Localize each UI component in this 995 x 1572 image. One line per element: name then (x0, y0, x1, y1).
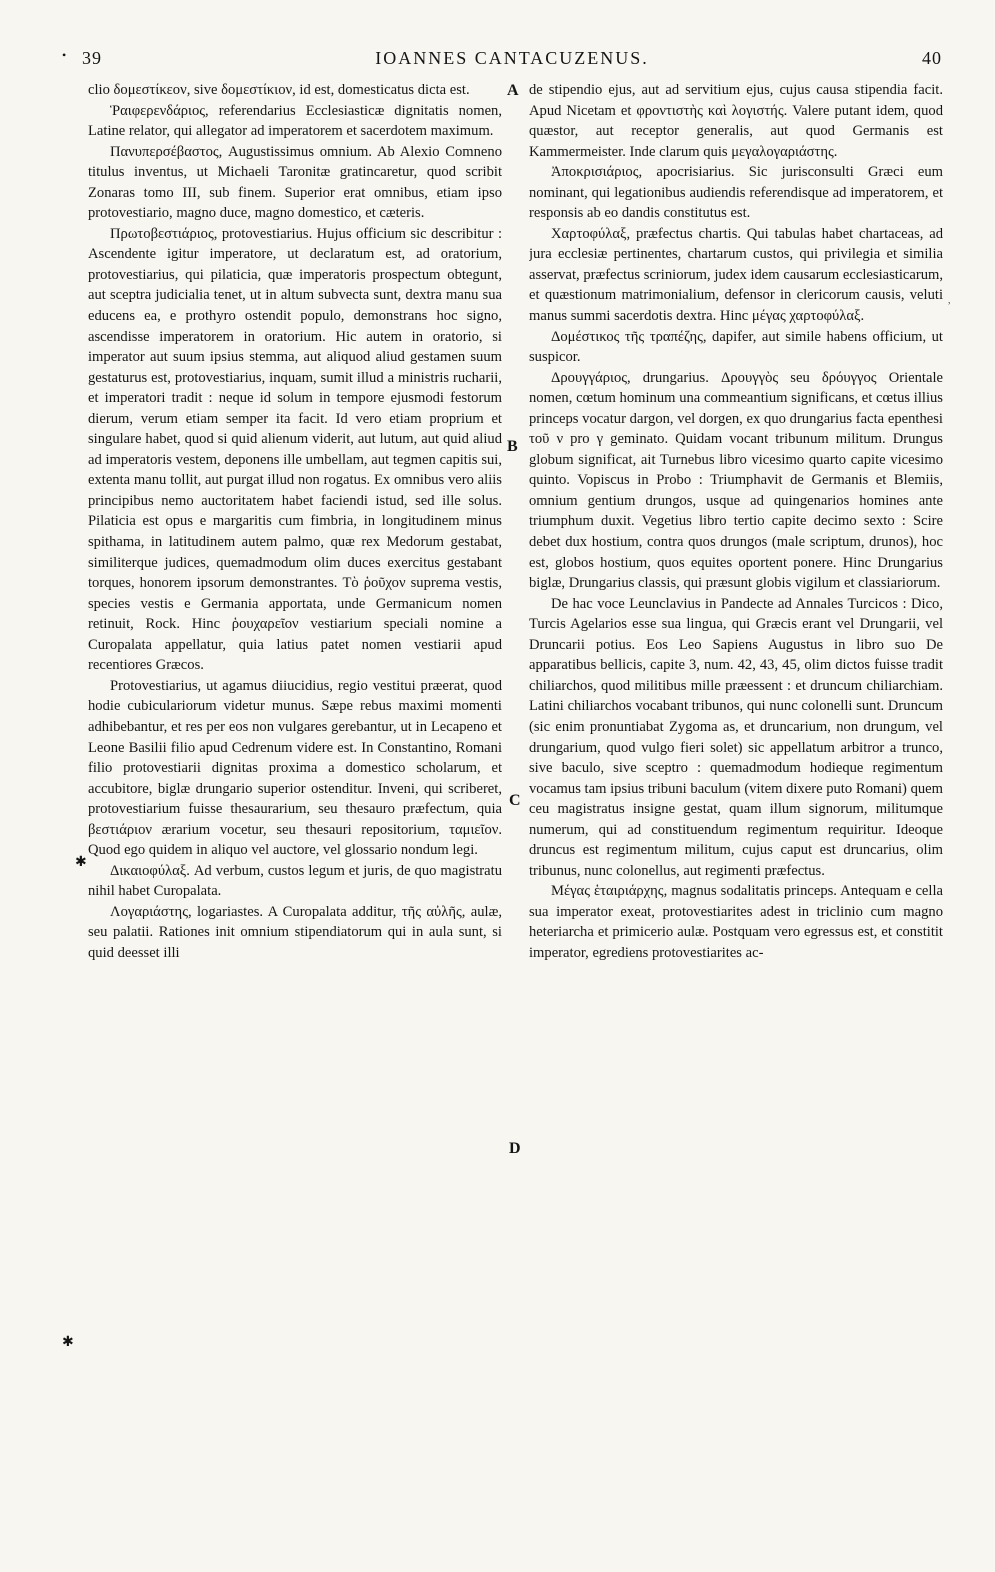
paragraph: Ῥαιφερενδάριος, referendarius Ecclesiasticæ dignitatis nomen, Latine relator, qui allegator ad imperatorem et sacerdotem maximum. (88, 102, 502, 140)
paragraph: de stipendio ejus, aut ad servitium ejus, cujus causa stipendia facit. Apud Nicetam et φροντιστὴς καὶ λογιστής. Valere putant idem, quod quæstor, aut receptor generalis, aut quod Germanis est Kammermeister. Inde clarum quis μεγαλογαριάστης. (529, 82, 943, 160)
margin-letter-c: C (509, 792, 521, 809)
margin-letter-d: D (509, 1140, 521, 1157)
page-number-left: 39 (82, 48, 102, 68)
paragraph: Πρωτοβεστιάριος, protovestiarius. Hujus officium sic describitur : Ascendente igitur imperatore, ut declaratum est, ad oratorium, protovestiarius, qui pilaticia, quæ imperatoris prospectum obtegunt, aut sceptra judicialia tenet, ut in altum subvecta sunt, dextra manu sua educens ea, e prothyro ostendit populo, demonstrans hoc signo, ascendisse imperatorem in oratorium. Hic autem in oratorio, si imperator aut suum ipsius stemma, aut aliquod aliud gestamen suum gestaturus est, protovestiarius, inquam, sumit illud a ministris rucharii, et imperatori tradit : neque id solum in tempore ejusmodi festorum dierum, verum etiam semper ita facit. Id vero etiam proprium et singulare habet, quod si quid alienum viderit, aut lutum, aut quid aliud ad imperatoris vestem, deponens ille umbellam, aut tegmen capitis sui, extenta manu tollit, aut purgat illud non rogatus. Ex omnibus vero aliis principibus nemo auctoritatem habet faciendi istud, sed ille solus. Pilaticia est opus e margaritis cum fimbria, in longitudinem minus spithama, in latitudinem autem palmo, quæ rex Medorum gestabat, similiterque judices, quemadmodum olim duces exercitus gestabant torques, honorem ipsorum demonstrantes. Τὸ ῥοῦχον suprema vestis, species vestis e Germania apportata, unde Germanicum nomen retinuit, Rock. Hinc ῥουχαρεῖον vestiarium speciali nomine a Curopalata appellatur, quia latius patet nomen vestiarii apud recentiores Græcos. (88, 225, 502, 674)
margin-hand-mark: ✱ (62, 1335, 74, 1350)
running-header (82, 48, 942, 76)
paragraph: Λογαριάστης, logariastes. A Curopalata additur, τῆς αὐλῆς, aulæ, seu palatii. Rationes init omnium stipendiatorum qui in aula sunt, si quid deesset illi (88, 903, 502, 961)
paragraph: Ἀποκρισιάριος, apocrisiarius. Sic jurisconsulti Græci eum nominant, qui legationibus audiendis referendisque ad imperatorem, et responsis ab eo dandis constitutus est. (529, 164, 943, 222)
left-column (88, 80, 502, 1530)
paragraph: clio δομεστίκεον, sive δομεστίκιον, id est, domesticatus dicta est. (88, 82, 470, 98)
margin-letter-a: A (507, 82, 519, 99)
paragraph: Πανυπερσέβαστος, Augustissimus omnium. Ab Alexio Comneno titulus inventus, ut Michaeli Taronitæ gratincaretur, quod scribit Zonaras tomo III, sub finem. Superior erat omnibus, etiam ipso protovestiario, magno duce, magno domestico, et cæteris. (88, 143, 502, 222)
right-column (529, 80, 943, 1530)
paragraph: Δρουγγάριος, drungarius. Δρουγγὸς seu δρόυγγος Orientale nomen, cœtum hominum una commeantium significans, et cœtus illius princeps vocatur dargon, vel dorgen, ex quo drungarius facta epenthesi τοῦ ν pro γ geminato. Quidam vocant tribunum militum. Drungus globum significat, ait Turnebus libro vicesimo quarto capite vicesimo quinto. Vopiscus in Probo : Triumphavit de Germanis et Blemiis, omnium gentium drungos, usque ad quingenarios homines ante triumphum duxit. Vegetius libro tertio capite decimo sexto : Scire debet dux hostium, contra quos drungos (male scriptum, drunos), hoc est, globos hostium, quos equites oportent ponere. Hinc Drungarius biglæ, Drungarius classis, qui præsunt globis vigilum et classiariorum. (529, 369, 943, 592)
paragraph: Protovestiarius, ut agamus diiucidius, regio vestitui præerat, quod hodie cubiculariorum videtur munus. Sæpe rebus maximi momenti adhibebantur, et res per eos non vulgares gerebantur, ut in Lecapeno et Leone Basilii filio apud Cedrenum videre est. In Constantino, Romani filio protovestiarii dignitas proxima a domestico scholarum, et accubitore, biglæ drungario superior ostenditur. Inveni, qui scriberet, protovestiarium fuisse thesaurarium, seu thesauro præfectum, quia βεστιάριον ærarium vocetur, seu thesauri repositorium, ταμιεῖον. Quod ego quidem in aliquo vel auctore, vel glossario nondum legi. (88, 677, 502, 859)
paragraph: Δικαιοφύλαξ. Ad verbum, custos legum et juris, de quo magistratu nihil habet Curopalata. (88, 862, 502, 900)
paragraph: Δομέστικος τῆς τραπέζης, dapifer, aut simile habens officium, ut suspicor. (529, 328, 943, 366)
page-number-right: 40 (922, 48, 942, 68)
paragraph: De hac voce Leunclavius in Pandecte ad Annales Turcicos : Dico, Turcis Agelarios esse sua lingua, qui Græcis erant vel Drungarii, vel Druncarii potius. Eos Leo Sapiens Augustus in libro suo De apparatibus bellicis, capite 3, num. 42, 43, 45, olim dictos fuisse tradit chiliarchos, quod militibus mille præessent : et druncum chiliarchiam. Latini chiliarchos vocabant tribunos, qui nunc colonelli sunt. Druncum (sic enim pronuntiabat Zygoma as, et druncarium, non drungum, vel drungarium, quod vulgo fieri solet) sic appellatum arbitror a trunco, sive baculo, sive sceptro : quemadmodum hodieque regimentum vocamus tam ipsius tribuni baculum (vitem dixere puto Romani) quem ceu magistratus insigne gestat, quam illum signorum, militumque numerum, qui ad constituendum regimentum requiritur. Ideoque druncus est regimentum militum, cujus caput est druncarius, olim tribunus, nunc colonellus, aut regimenti præfectus. (529, 595, 943, 879)
page-speck: , (948, 295, 951, 306)
page-speck: • (62, 48, 67, 62)
running-title: IOANNES CANTACUZENUS. (375, 48, 649, 68)
margin-letter-b: B (507, 438, 518, 455)
margin-asterisk: ✱ (75, 855, 87, 870)
paragraph: Μέγας ἑταιριάρχης, magnus sodalitatis princeps. Antequam e cella sua imperator exeat, protovestiarites adest in triclinio cum magno heteriarcha et primicerio aulæ. Postquam vero egressus est, et constitit imperator, egrediens protovestiarites ac- (529, 883, 943, 961)
paragraph: Χαρτοφύλαξ, præfectus chartis. Qui tabulas habet chartaceas, ad jura ecclesiæ pertinentes, chartarum custos, qui privilegia et similia asservat, præfectus scriniorum, judex idem causarum ecclesiasticarum, et quæstionum matrimonialium, defensor in clericorum causis, veluti manus summi sacerdotis dextra. Hinc μέγας χαρτοφύλαξ. (529, 225, 943, 325)
